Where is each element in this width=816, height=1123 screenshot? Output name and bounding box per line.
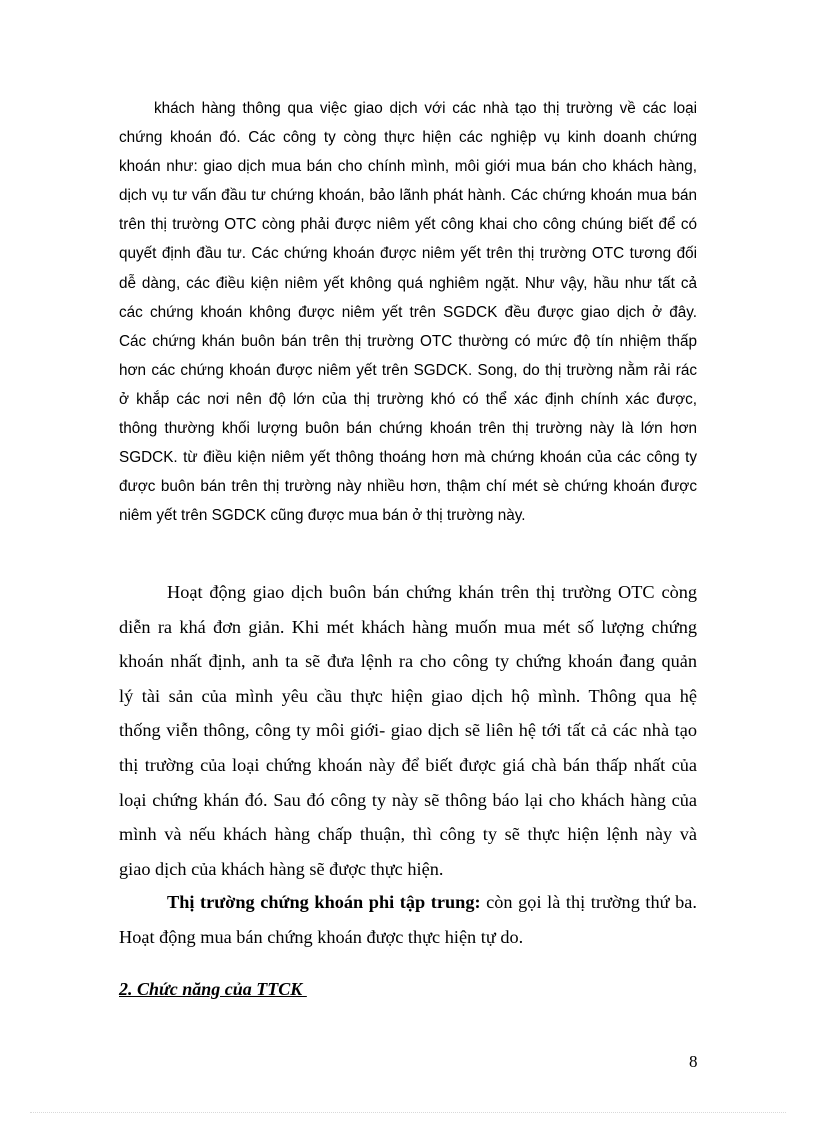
text-line: dịch vụ tư vấn đầu tư chứng khoán, bảo lãnh phát hành. Các chứng khoán mua bán [119, 187, 697, 205]
text-line: lý tài sản của mình yêu cầu thực hiện giao dịch hộ mình. Thông qua hệ [119, 685, 697, 706]
definition-text: còn gọi là thị trường thứ ba. [480, 892, 697, 912]
text-line: Các chứng khán buôn bán trên thị trường OTC thường có mức độ tín nhiệm thấp [119, 332, 697, 350]
body-paragraph-3 [119, 885, 697, 954]
text-line: SGDCK. từ điều kiện niêm yết thông thoáng hơn mà chứng khoán của các công ty [119, 449, 697, 467]
text-line: Hoạt động giao dịch buôn bán chứng khán trên thị trường OTC còng [167, 582, 697, 602]
text-line: các chứng khoán không được niêm yết trên SGDCK đều được giao dịch ở đây. [119, 303, 697, 321]
text-line: loại chứng khán đó. Sau đó công ty này sẽ thông báo lại cho khách hàng của [119, 789, 697, 810]
page-bottom-divider [30, 1112, 786, 1113]
page-number: 8 [689, 1052, 698, 1071]
text-line: khách hàng thông qua việc giao dịch với các nhà tạo thị trường về các loại [154, 100, 697, 117]
body-paragraph-1 [119, 94, 697, 530]
text-line: thống viễn thông, công ty môi giới- giao dịch sẽ liên hệ tới tất cả các nhà tạo [119, 720, 697, 741]
text-line: ở khắp các nơi nên độ lớn của thị trường khó có thể xác định chính xác được, [119, 390, 697, 408]
text-line: giao dịch của khách hàng sẽ được thực hiện. [119, 858, 444, 879]
text-line [119, 885, 697, 920]
text-line: hơn các chứng khoán được niêm yết trên SGDCK. Song, do thị trường nằm rải rác [119, 361, 697, 379]
text-line: trên thị trường OTC còng phải được niêm yết công khai cho công chúng biết để có [119, 216, 697, 234]
text-line: thông thường khối lượng buôn bán chứng khoán trên thị trường này là lớn hơn [119, 420, 697, 438]
text-line: thị trường của loại chứng khoán này để biết được giá chà bán thấp nhất của [119, 754, 697, 775]
text-line: mình và nếu khách hàng chấp thuận, thì công ty sẽ thực hiện lệnh này và [119, 824, 697, 845]
definition-term: Thị trường chứng khoán phi tập trung: [167, 892, 481, 912]
text-line: chứng khoán đó. Các công ty còng thực hiện các nghiệp vụ kinh doanh chứng [119, 129, 697, 147]
text-line: được buôn bán trên thị trường này nhiều hơn, thậm chí mét sè chứng khoán được [119, 478, 697, 496]
text-line: diễn ra khá đơn giản. Khi mét khách hàng muốn mua mét số lượng chứng [119, 616, 697, 637]
text-line: khoán nhất định, anh ta sẽ đưa lệnh ra cho công ty chứng khoán đang quản [119, 651, 697, 672]
text-line: dễ dàng, các điều kiện niêm yết không quá nghiêm ngặt. Như vậy, hầu như tất cả [119, 274, 697, 292]
section-heading: 2. Chức năng của TTCK [119, 979, 307, 999]
text-line: khoán như: giao dịch mua bán cho chính mình, môi giới mua bán cho khách hàng, [119, 158, 697, 176]
text-line: niêm yết trên SGDCK cũng được mua bán ở thị trường này. [119, 507, 526, 525]
text-line: quyết định đầu tư. Các chứng khoán được niêm yết trên thị trường OTC tương đối [119, 245, 697, 263]
text-line: Hoạt động mua bán chứng khoán được thực hiện tự do. [119, 926, 524, 947]
body-paragraph-2 [119, 575, 697, 886]
